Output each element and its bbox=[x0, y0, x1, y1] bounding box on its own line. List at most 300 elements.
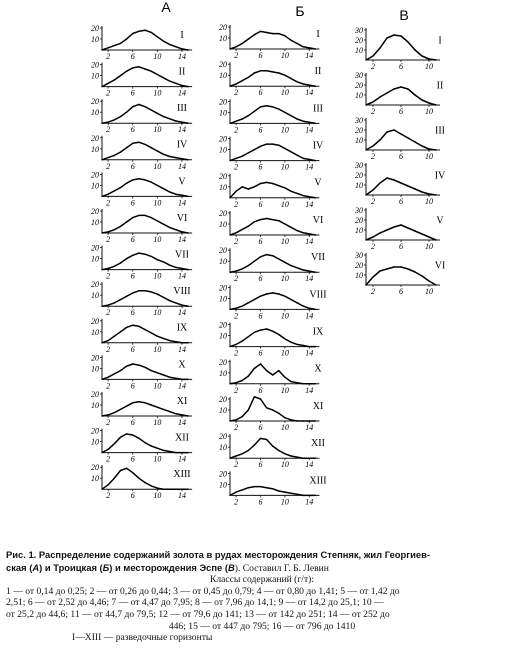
data-point bbox=[169, 265, 170, 266]
y-tick-label: 20 bbox=[355, 171, 363, 180]
x-tick-label: 6 bbox=[130, 235, 135, 244]
data-point bbox=[414, 94, 415, 95]
data-point bbox=[260, 106, 261, 107]
data-point bbox=[309, 458, 310, 459]
data-point bbox=[242, 268, 243, 269]
data-point bbox=[242, 229, 243, 230]
data-point bbox=[290, 227, 291, 228]
data-point bbox=[229, 160, 230, 161]
data-point bbox=[242, 489, 243, 490]
data-point bbox=[296, 302, 297, 303]
caption-title-2b: А bbox=[32, 561, 40, 573]
data-point bbox=[248, 115, 249, 116]
x-tick-label: 14 bbox=[177, 52, 186, 61]
caption-classes-2: 2,51; 6 — от 2,52 до 4,46; 7 — от 4,47 до 7,95; 8 — от 7,96 до 14,1; 9 — от 14,2 до 25,1; 10 — bbox=[6, 597, 384, 609]
y-tick-label: 20 bbox=[91, 97, 99, 107]
x-tick-label: 10 bbox=[153, 161, 162, 171]
x-tick-label: 6 bbox=[399, 197, 403, 206]
y-tick-label: 20 bbox=[355, 261, 363, 270]
data-point bbox=[114, 190, 115, 191]
x-tick-label: 6 bbox=[258, 460, 263, 470]
data-point bbox=[126, 221, 127, 222]
x-tick-label: 14 bbox=[305, 460, 314, 470]
x-tick-label: 14 bbox=[305, 385, 314, 395]
data-point bbox=[296, 230, 297, 231]
data-point bbox=[284, 338, 285, 339]
data-point bbox=[187, 159, 188, 160]
data-point bbox=[254, 261, 255, 262]
x-tick-label: 2 bbox=[106, 198, 111, 208]
y-tick-label: 10 bbox=[91, 364, 99, 374]
data-point bbox=[272, 106, 273, 107]
data-point bbox=[303, 458, 304, 459]
data-point bbox=[266, 407, 267, 408]
data-point bbox=[120, 331, 121, 332]
data-point bbox=[278, 108, 279, 109]
data-point bbox=[151, 109, 152, 110]
x-tick-label: 2 bbox=[371, 287, 375, 296]
data-point bbox=[175, 46, 176, 47]
data-point bbox=[372, 145, 373, 146]
y-tick-label: 20 bbox=[219, 395, 227, 404]
horizon-label-VI: VI bbox=[434, 260, 446, 272]
data-point bbox=[254, 186, 255, 187]
data-point bbox=[309, 346, 310, 347]
x-tick-label: 2 bbox=[234, 125, 239, 135]
data-point bbox=[229, 123, 230, 124]
y-tick-label: 10 bbox=[219, 331, 227, 341]
data-point bbox=[296, 420, 297, 421]
series-line-Б-VII bbox=[230, 255, 315, 273]
x-tick-label: 2 bbox=[234, 274, 239, 284]
data-point bbox=[421, 233, 422, 234]
y-tick-label: 20 bbox=[91, 170, 99, 180]
data-point bbox=[132, 402, 133, 403]
x-tick-label: 14 bbox=[177, 381, 186, 391]
data-point bbox=[242, 453, 243, 454]
data-point bbox=[315, 458, 316, 459]
data-point bbox=[272, 255, 273, 256]
data-point bbox=[421, 55, 422, 56]
data-point bbox=[181, 268, 182, 269]
series-line-Б-XII bbox=[230, 438, 315, 458]
data-point bbox=[242, 340, 243, 341]
data-point bbox=[120, 116, 121, 117]
data-point bbox=[187, 49, 188, 50]
series-line-Б-III bbox=[230, 106, 315, 124]
data-point bbox=[266, 70, 267, 71]
data-point bbox=[254, 72, 255, 73]
x-tick-label: 14 bbox=[177, 88, 186, 98]
horizon-label-VIII: VIII bbox=[309, 289, 327, 301]
x-tick-label: 10 bbox=[153, 344, 162, 354]
data-point bbox=[229, 309, 230, 310]
y-tick-label: 20 bbox=[219, 246, 227, 256]
data-point bbox=[315, 383, 316, 384]
data-point bbox=[181, 304, 182, 305]
data-point bbox=[248, 375, 249, 376]
x-tick-label: 14 bbox=[305, 125, 314, 135]
data-point bbox=[175, 413, 176, 414]
caption-title-2e: ) и месторождения Эспе ( bbox=[109, 561, 228, 573]
y-tick-label: 20 bbox=[91, 426, 99, 436]
data-point bbox=[435, 149, 436, 150]
x-tick-label: 6 bbox=[258, 162, 263, 172]
y-tick-label: 10 bbox=[91, 327, 99, 337]
data-point bbox=[169, 191, 170, 192]
x-tick-label: 2 bbox=[371, 62, 375, 71]
data-point bbox=[284, 377, 285, 378]
data-point bbox=[386, 268, 387, 269]
data-point bbox=[132, 217, 133, 218]
data-point bbox=[372, 55, 373, 56]
data-point bbox=[309, 84, 310, 85]
data-point bbox=[151, 147, 152, 148]
x-tick-label: 14 bbox=[177, 344, 186, 354]
data-point bbox=[414, 141, 415, 142]
data-point bbox=[144, 254, 145, 255]
data-point bbox=[296, 456, 297, 457]
figure-caption bbox=[6, 549, 518, 644]
data-point bbox=[181, 195, 182, 196]
x-tick-label: 14 bbox=[177, 308, 186, 318]
x-tick-label: 6 bbox=[258, 311, 263, 321]
series-line-A-V bbox=[102, 179, 188, 197]
data-point bbox=[163, 489, 164, 490]
x-tick-label: 2 bbox=[234, 51, 239, 60]
data-point bbox=[101, 159, 102, 160]
data-point bbox=[144, 290, 145, 291]
data-point bbox=[144, 215, 145, 216]
data-point bbox=[296, 267, 297, 268]
data-point bbox=[428, 58, 429, 59]
horizon-label-VI: VI bbox=[312, 214, 324, 226]
data-point bbox=[126, 366, 127, 367]
x-tick-label: 10 bbox=[153, 271, 162, 281]
data-point bbox=[254, 34, 255, 35]
data-point bbox=[235, 232, 236, 233]
data-point bbox=[229, 346, 230, 347]
data-point bbox=[101, 342, 102, 343]
data-point bbox=[169, 451, 170, 452]
data-point bbox=[235, 344, 236, 345]
y-tick-label: 30 bbox=[355, 251, 363, 260]
data-point bbox=[101, 86, 102, 87]
data-point bbox=[144, 179, 145, 180]
x-tick-label: 6 bbox=[130, 161, 135, 171]
y-tick-label: 20 bbox=[219, 432, 227, 442]
data-point bbox=[372, 276, 373, 277]
x-tick-label: 14 bbox=[177, 235, 186, 244]
caption-title-2a: ская ( bbox=[6, 561, 33, 573]
data-point bbox=[169, 80, 170, 81]
data-point bbox=[414, 230, 415, 231]
x-tick-label: 10 bbox=[153, 454, 162, 464]
data-point bbox=[114, 412, 115, 413]
x-tick-label: 2 bbox=[106, 491, 111, 501]
x-tick-label: 10 bbox=[153, 198, 162, 208]
data-point bbox=[272, 409, 273, 410]
data-point bbox=[272, 71, 273, 72]
data-point bbox=[138, 142, 139, 143]
horizon-label-I: I bbox=[316, 28, 320, 40]
data-point bbox=[407, 268, 408, 269]
data-point bbox=[163, 41, 164, 42]
data-point bbox=[107, 340, 108, 341]
series-line-Б-XIII bbox=[230, 487, 315, 496]
data-point bbox=[260, 486, 261, 487]
data-point bbox=[114, 443, 115, 444]
data-point bbox=[187, 415, 188, 416]
data-point bbox=[278, 145, 279, 146]
series-line-A-VI bbox=[102, 212, 188, 233]
data-point bbox=[175, 378, 176, 379]
data-point bbox=[157, 185, 158, 186]
y-tick-label: 10 bbox=[355, 226, 363, 235]
horizon-label-II: II bbox=[436, 80, 444, 92]
data-point bbox=[421, 275, 422, 276]
y-tick-label: 20 bbox=[91, 280, 99, 290]
data-point bbox=[290, 342, 291, 343]
data-point bbox=[157, 36, 158, 37]
x-tick-label: 2 bbox=[234, 497, 239, 507]
data-point bbox=[169, 411, 170, 412]
data-point bbox=[138, 478, 139, 479]
data-point bbox=[126, 147, 127, 148]
data-point bbox=[248, 188, 249, 189]
data-point bbox=[169, 489, 170, 490]
data-point bbox=[260, 219, 261, 220]
data-point bbox=[309, 270, 310, 271]
y-tick-label: 30 bbox=[355, 26, 363, 35]
data-point bbox=[114, 229, 115, 230]
data-point bbox=[272, 292, 273, 293]
x-tick-label: 6 bbox=[399, 287, 403, 296]
data-point bbox=[290, 381, 291, 382]
horizon-label-III: III bbox=[435, 125, 445, 137]
data-point bbox=[107, 414, 108, 415]
data-point bbox=[260, 438, 261, 439]
data-point bbox=[175, 120, 176, 121]
data-point bbox=[266, 254, 267, 255]
data-point bbox=[132, 363, 133, 364]
data-point bbox=[284, 112, 285, 113]
data-point bbox=[290, 265, 291, 266]
x-tick-label: 6 bbox=[399, 242, 403, 251]
x-tick-label: 14 bbox=[177, 271, 186, 281]
data-point bbox=[393, 34, 394, 35]
x-tick-label: 14 bbox=[177, 161, 186, 171]
data-point bbox=[278, 185, 279, 186]
data-point bbox=[181, 85, 182, 86]
y-tick-label: 20 bbox=[91, 390, 99, 399]
data-point bbox=[407, 137, 408, 138]
data-point bbox=[175, 341, 176, 342]
data-point bbox=[151, 32, 152, 33]
data-point bbox=[169, 44, 170, 45]
y-tick-label: 10 bbox=[219, 71, 227, 81]
data-point bbox=[303, 158, 304, 159]
data-point bbox=[272, 331, 273, 332]
data-point bbox=[126, 433, 127, 434]
data-point bbox=[187, 306, 188, 307]
data-point bbox=[296, 154, 297, 155]
data-point bbox=[163, 297, 164, 298]
data-point bbox=[379, 96, 380, 97]
data-point bbox=[296, 382, 297, 383]
x-tick-label: 2 bbox=[234, 237, 239, 246]
data-point bbox=[414, 49, 415, 50]
data-point bbox=[260, 70, 261, 71]
data-point bbox=[303, 345, 304, 346]
x-tick-label: 10 bbox=[153, 381, 162, 391]
data-point bbox=[114, 373, 115, 374]
data-point bbox=[278, 220, 279, 221]
x-tick-label: 10 bbox=[153, 125, 162, 135]
data-point bbox=[303, 46, 304, 47]
x-tick-label: 6 bbox=[399, 152, 403, 161]
data-point bbox=[235, 83, 236, 84]
data-point bbox=[400, 133, 401, 134]
x-tick-label: 10 bbox=[280, 237, 289, 246]
x-tick-label: 6 bbox=[258, 348, 263, 358]
data-point bbox=[235, 191, 236, 192]
data-point bbox=[428, 193, 429, 194]
data-point bbox=[181, 414, 182, 415]
data-point bbox=[284, 417, 285, 418]
data-point bbox=[157, 74, 158, 75]
data-point bbox=[386, 37, 387, 38]
data-point bbox=[393, 226, 394, 227]
x-tick-label: 2 bbox=[371, 152, 375, 161]
x-tick-label: 10 bbox=[280, 497, 289, 507]
data-point bbox=[284, 262, 285, 263]
caption-classes-4: 446; 15 — от 447 до 795; 16 — от 796 до 1410 bbox=[168, 620, 356, 632]
x-tick-label: 2 bbox=[106, 381, 111, 391]
data-point bbox=[175, 194, 176, 195]
y-tick-label: 20 bbox=[219, 171, 227, 181]
data-point bbox=[126, 468, 127, 469]
data-point bbox=[242, 416, 243, 417]
data-point bbox=[365, 149, 366, 150]
data-point bbox=[309, 196, 310, 197]
data-point bbox=[151, 370, 152, 371]
data-point bbox=[407, 88, 408, 89]
data-point bbox=[181, 158, 182, 159]
data-point bbox=[120, 437, 121, 438]
data-point bbox=[229, 48, 230, 49]
data-point bbox=[260, 296, 261, 297]
data-point bbox=[260, 398, 261, 399]
data-point bbox=[309, 383, 310, 384]
data-point bbox=[278, 334, 279, 335]
data-point bbox=[254, 299, 255, 300]
data-point bbox=[107, 47, 108, 48]
data-point bbox=[169, 227, 170, 228]
data-point bbox=[303, 269, 304, 270]
x-tick-label: 2 bbox=[234, 88, 239, 98]
data-point bbox=[290, 455, 291, 456]
data-point bbox=[107, 231, 108, 232]
x-tick-label: 14 bbox=[305, 51, 314, 60]
data-point bbox=[379, 182, 380, 183]
data-point bbox=[187, 86, 188, 87]
x-tick-label: 6 bbox=[130, 88, 135, 98]
x-tick-label: 6 bbox=[130, 381, 135, 391]
x-tick-label: 10 bbox=[280, 162, 289, 172]
data-point bbox=[138, 215, 139, 216]
y-tick-label: 20 bbox=[219, 209, 227, 218]
data-point bbox=[157, 220, 158, 221]
data-point bbox=[248, 336, 249, 337]
data-point bbox=[266, 439, 267, 440]
x-tick-label: 6 bbox=[258, 237, 263, 246]
x-tick-label: 2 bbox=[106, 271, 111, 281]
data-point bbox=[235, 491, 236, 492]
y-tick-label: 20 bbox=[91, 24, 99, 33]
x-tick-label: 2 bbox=[106, 344, 111, 354]
data-point bbox=[132, 472, 133, 473]
data-point bbox=[435, 239, 436, 240]
data-point bbox=[393, 88, 394, 89]
data-point bbox=[151, 485, 152, 486]
data-point bbox=[126, 327, 127, 328]
x-tick-label: 10 bbox=[280, 88, 289, 98]
data-point bbox=[365, 194, 366, 195]
data-point bbox=[120, 75, 121, 76]
data-point bbox=[315, 123, 316, 124]
data-point bbox=[290, 115, 291, 116]
data-point bbox=[303, 195, 304, 196]
horizon-label-VII: VII bbox=[175, 249, 189, 261]
data-point bbox=[248, 77, 249, 78]
data-point bbox=[126, 405, 127, 406]
data-point bbox=[181, 452, 182, 453]
caption-classes-header: Классы содержаний (г/т): bbox=[209, 574, 315, 586]
data-point bbox=[138, 438, 139, 439]
data-point bbox=[309, 233, 310, 234]
data-point bbox=[290, 493, 291, 494]
data-point bbox=[435, 194, 436, 195]
y-tick-label: 10 bbox=[355, 91, 363, 100]
data-point bbox=[242, 43, 243, 44]
x-tick-label: 2 bbox=[371, 242, 375, 251]
data-point bbox=[278, 72, 279, 73]
y-tick-label: 20 bbox=[219, 283, 227, 293]
data-point bbox=[296, 193, 297, 194]
x-tick-label: 6 bbox=[130, 418, 135, 427]
data-point bbox=[138, 104, 139, 105]
data-point bbox=[157, 336, 158, 337]
x-tick-label: 10 bbox=[280, 199, 289, 209]
caption-title-2c: ) и Троицкая ( bbox=[39, 561, 103, 573]
x-tick-label: 10 bbox=[280, 385, 289, 395]
data-point bbox=[175, 229, 176, 230]
data-point bbox=[163, 154, 164, 155]
x-tick-label: 10 bbox=[153, 418, 162, 427]
y-tick-label: 10 bbox=[219, 257, 227, 267]
data-point bbox=[187, 379, 188, 380]
data-point bbox=[435, 59, 436, 60]
data-point bbox=[260, 31, 261, 32]
data-point bbox=[303, 83, 304, 84]
series-line-В-IV bbox=[366, 178, 436, 195]
data-point bbox=[144, 482, 145, 483]
x-tick-label: 10 bbox=[280, 125, 289, 135]
data-point bbox=[379, 139, 380, 140]
x-tick-label: 6 bbox=[130, 125, 135, 135]
x-tick-label: 10 bbox=[280, 274, 289, 284]
